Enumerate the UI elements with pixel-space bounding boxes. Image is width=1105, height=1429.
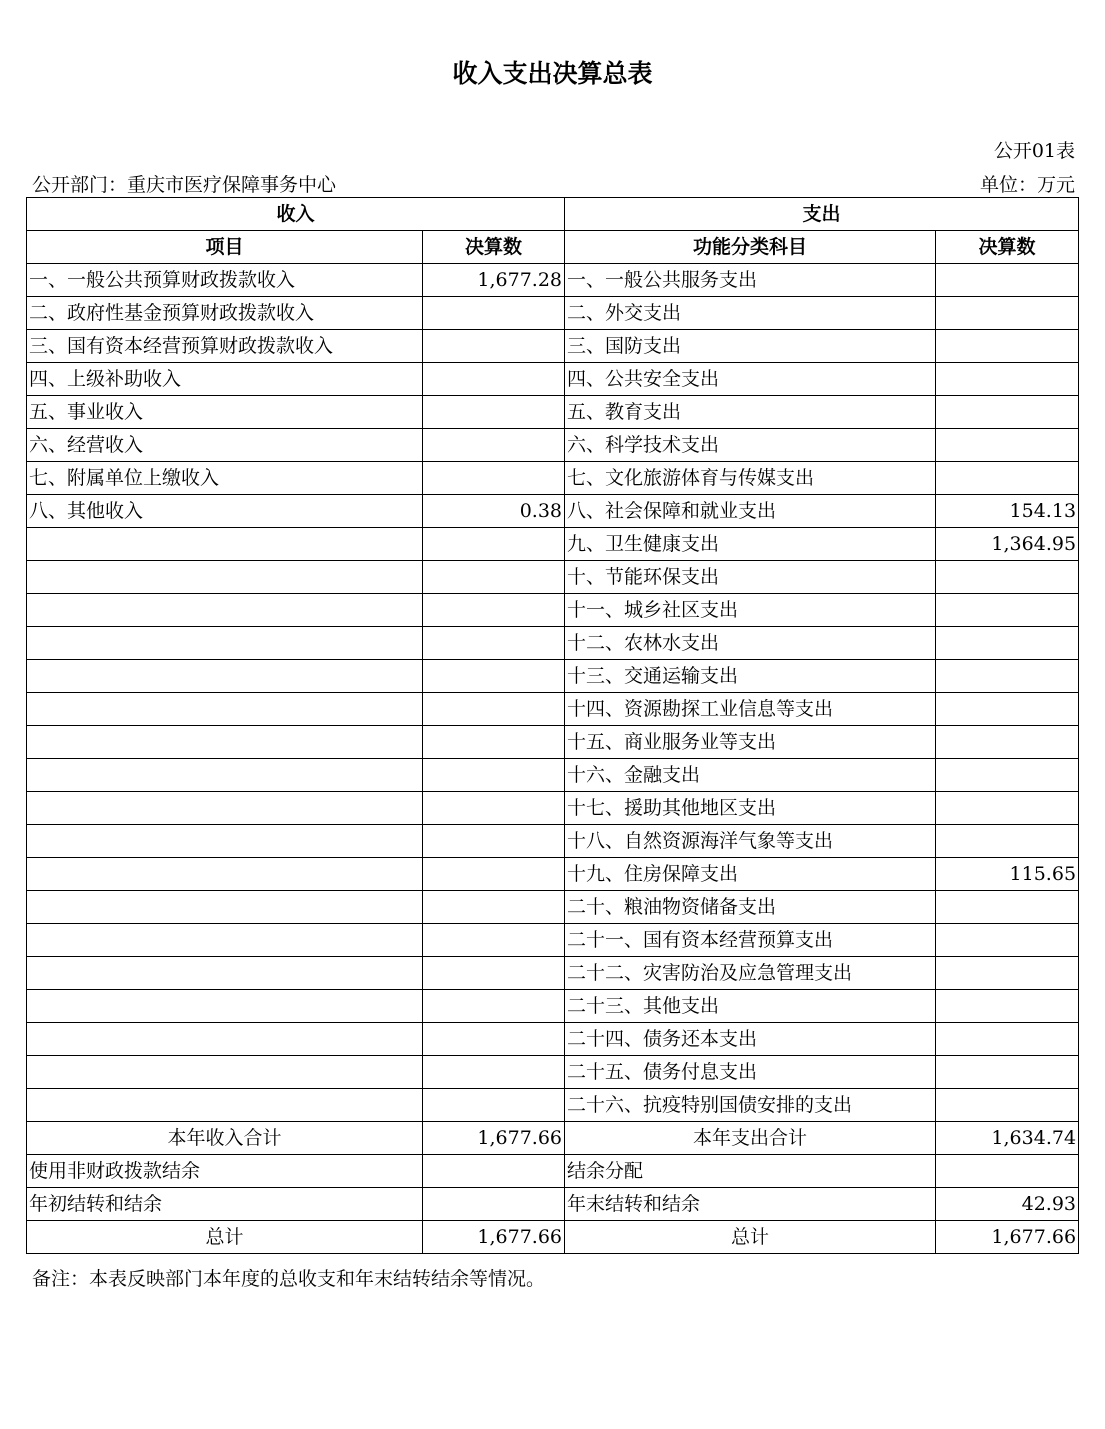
expense-amount-cell: [936, 561, 1079, 594]
income-item-cell: [27, 627, 423, 660]
end-balance-value: 42.93: [936, 1188, 1079, 1221]
unit-label: 单位：万元: [979, 174, 1075, 196]
income-item-cell: [27, 1023, 423, 1056]
income-amount-cell: [423, 990, 565, 1023]
expense-amount-cell: [936, 363, 1079, 396]
table-row: [27, 990, 1079, 1023]
table-row: [27, 825, 1079, 858]
balance-use-row: [27, 1155, 1079, 1188]
table-row: [27, 858, 1079, 891]
income-amount-cell: [423, 957, 565, 990]
income-amount-cell: [423, 363, 565, 396]
table-row: [27, 1023, 1079, 1056]
table-row: [27, 495, 1079, 528]
expense-amount-cell: [936, 627, 1079, 660]
income-item-cell: 二、政府性基金预算财政拨款收入: [27, 297, 423, 330]
table-row: [27, 726, 1079, 759]
expense-item-cell: 十九、住房保障支出: [565, 858, 936, 891]
expense-item-cell: 二十六、抗疫特别国债安排的支出: [565, 1089, 936, 1122]
expense-item-cell: 二十二、灾害防治及应急管理支出: [565, 957, 936, 990]
expense-item-cell: 三、国防支出: [565, 330, 936, 363]
expense-amount-cell: [936, 1023, 1079, 1056]
income-item-header: 项目: [27, 231, 423, 264]
distribution-value: [936, 1155, 1079, 1188]
expense-item-cell: 四、公共安全支出: [565, 363, 936, 396]
income-item-cell: [27, 990, 423, 1023]
income-expense-table: [26, 197, 1079, 1254]
table-row: [27, 759, 1079, 792]
income-item-cell: [27, 924, 423, 957]
income-amount-cell: [423, 627, 565, 660]
nonfiscal-label: 使用非财政拨款结余: [27, 1155, 423, 1188]
income-amount-cell: [423, 924, 565, 957]
income-item-cell: 一、一般公共预算财政拨款收入: [27, 264, 423, 297]
table-row: [27, 957, 1079, 990]
annual-total-row: [27, 1122, 1079, 1155]
income-amount-cell: [423, 1089, 565, 1122]
income-total-label: 本年收入合计: [27, 1122, 423, 1155]
form-code: 公开01表: [993, 140, 1075, 162]
expense-item-cell: 十三、交通运输支出: [565, 660, 936, 693]
table-row: [27, 396, 1079, 429]
income-item-cell: [27, 858, 423, 891]
expense-item-cell: 二十四、债务还本支出: [565, 1023, 936, 1056]
income-item-cell: 八、其他收入: [27, 495, 423, 528]
table-row: [27, 924, 1079, 957]
income-group-header: 收入: [27, 198, 565, 231]
table-row: [27, 561, 1079, 594]
income-amount-cell: [423, 462, 565, 495]
column-header-row: [27, 231, 1079, 264]
income-amount-cell: [423, 1023, 565, 1056]
carryover-row: [27, 1188, 1079, 1221]
expense-amount-cell: [936, 957, 1079, 990]
department-label: 公开部门：重庆市医疗保障事务中心: [32, 174, 337, 196]
expense-amount-cell: [936, 396, 1079, 429]
expense-amount-cell: [936, 429, 1079, 462]
table-row: [27, 264, 1079, 297]
grand-expense-label: 总计: [565, 1221, 936, 1254]
income-item-cell: 六、经营收入: [27, 429, 423, 462]
income-amount-cell: [423, 759, 565, 792]
expense-item-cell: 七、文化旅游体育与传媒支出: [565, 462, 936, 495]
income-item-cell: [27, 1089, 423, 1122]
income-item-cell: [27, 891, 423, 924]
table-row: [27, 660, 1079, 693]
table-row: [27, 891, 1079, 924]
grand-income-value: 1,677.66: [423, 1221, 565, 1254]
table-row: [27, 792, 1079, 825]
expense-total-value: 1,634.74: [936, 1122, 1079, 1155]
income-item-cell: [27, 792, 423, 825]
table-body: [27, 264, 1079, 1122]
income-amount-cell: [423, 594, 565, 627]
expense-item-cell: 一、一般公共服务支出: [565, 264, 936, 297]
summary-body: [27, 1122, 1079, 1254]
table-row: [27, 627, 1079, 660]
expense-item-cell: 十四、资源勘探工业信息等支出: [565, 693, 936, 726]
income-amount-cell: [423, 396, 565, 429]
income-item-cell: 五、事业收入: [27, 396, 423, 429]
income-amount-cell: [423, 891, 565, 924]
income-amount-cell: [423, 429, 565, 462]
expense-group-header: 支出: [565, 198, 1079, 231]
expense-item-cell: 二十五、债务付息支出: [565, 1056, 936, 1089]
begin-balance-value: [423, 1188, 565, 1221]
income-total-value: 1,677.66: [423, 1122, 565, 1155]
income-item-cell: [27, 726, 423, 759]
nonfiscal-value: [423, 1155, 565, 1188]
income-amount-cell: [423, 330, 565, 363]
table-row: [27, 330, 1079, 363]
table-row: [27, 693, 1079, 726]
expense-amount-cell: [936, 792, 1079, 825]
expense-item-cell: 十二、农林水支出: [565, 627, 936, 660]
footnote: 备注：本表反映部门本年度的总收支和年末结转结余等情况。: [32, 1268, 546, 1290]
expense-amount-cell: [936, 1056, 1079, 1089]
expense-amount-cell: [936, 825, 1079, 858]
income-item-cell: [27, 528, 423, 561]
income-amount-cell: [423, 792, 565, 825]
income-amount-cell: [423, 528, 565, 561]
income-amount-cell: [423, 297, 565, 330]
income-item-cell: [27, 1056, 423, 1089]
table-row: [27, 1056, 1079, 1089]
income-amount-cell: [423, 825, 565, 858]
end-balance-label: 年末结转和结余: [565, 1188, 936, 1221]
income-item-cell: [27, 759, 423, 792]
expense-amount-cell: [936, 330, 1079, 363]
expense-amount-cell: [936, 660, 1079, 693]
expense-item-cell: 十、节能环保支出: [565, 561, 936, 594]
expense-amount-cell: 1,364.95: [936, 528, 1079, 561]
expense-amount-cell: [936, 1089, 1079, 1122]
expense-item-cell: 二十一、国有资本经营预算支出: [565, 924, 936, 957]
begin-balance-label: 年初结转和结余: [27, 1188, 423, 1221]
expense-item-cell: 五、教育支出: [565, 396, 936, 429]
expense-amount-cell: [936, 759, 1079, 792]
expense-amount-cell: [936, 693, 1079, 726]
expense-amount-cell: 154.13: [936, 495, 1079, 528]
income-amount-cell: [423, 561, 565, 594]
expense-amount-cell: [936, 726, 1079, 759]
table-row: [27, 528, 1079, 561]
income-amount-cell: 1,677.28: [423, 264, 565, 297]
table-row: [27, 594, 1079, 627]
expense-item-cell: 二十、粮油物资储备支出: [565, 891, 936, 924]
expense-item-cell: 十七、援助其他地区支出: [565, 792, 936, 825]
expense-amount-cell: [936, 264, 1079, 297]
expense-amount-cell: 115.65: [936, 858, 1079, 891]
table-row: [27, 363, 1079, 396]
table-row: [27, 462, 1079, 495]
table-row: [27, 297, 1079, 330]
expense-item-cell: 八、社会保障和就业支出: [565, 495, 936, 528]
expense-item-cell: 十一、城乡社区支出: [565, 594, 936, 627]
expense-amount-cell: [936, 891, 1079, 924]
expense-amount-cell: [936, 594, 1079, 627]
income-amount-cell: [423, 1056, 565, 1089]
income-item-cell: [27, 825, 423, 858]
expense-item-cell: 十六、金融支出: [565, 759, 936, 792]
grand-income-label: 总计: [27, 1221, 423, 1254]
expense-item-cell: 六、科学技术支出: [565, 429, 936, 462]
grand-expense-value: 1,677.66: [936, 1221, 1079, 1254]
income-amount-cell: [423, 660, 565, 693]
group-header-row: [27, 198, 1079, 231]
expense-item-cell: 二、外交支出: [565, 297, 936, 330]
expense-total-label: 本年支出合计: [565, 1122, 936, 1155]
expense-amount-cell: [936, 924, 1079, 957]
expense-item-cell: 二十三、其他支出: [565, 990, 936, 1023]
expense-amount-cell: [936, 990, 1079, 1023]
income-item-cell: 四、上级补助收入: [27, 363, 423, 396]
table-row: [27, 429, 1079, 462]
expense-amount-cell: [936, 297, 1079, 330]
expense-amount-header: 决算数: [936, 231, 1079, 264]
income-amount-cell: 0.38: [423, 495, 565, 528]
income-item-cell: [27, 660, 423, 693]
income-amount-cell: [423, 726, 565, 759]
income-amount-header: 决算数: [423, 231, 565, 264]
expense-amount-cell: [936, 462, 1079, 495]
income-item-cell: 七、附属单位上缴收入: [27, 462, 423, 495]
income-amount-cell: [423, 693, 565, 726]
table-row: [27, 1089, 1079, 1122]
expense-item-cell: 十八、自然资源海洋气象等支出: [565, 825, 936, 858]
expense-item-cell: 九、卫生健康支出: [565, 528, 936, 561]
income-item-cell: 三、国有资本经营预算财政拨款收入: [27, 330, 423, 363]
expense-item-header: 功能分类科目: [565, 231, 936, 264]
income-item-cell: [27, 693, 423, 726]
page-title: 收入支出决算总表: [452, 59, 653, 88]
income-item-cell: [27, 561, 423, 594]
income-amount-cell: [423, 858, 565, 891]
distribution-label: 结余分配: [565, 1155, 936, 1188]
expense-item-cell: 十五、商业服务业等支出: [565, 726, 936, 759]
grand-total-row: [27, 1221, 1079, 1254]
income-item-cell: [27, 957, 423, 990]
income-item-cell: [27, 594, 423, 627]
